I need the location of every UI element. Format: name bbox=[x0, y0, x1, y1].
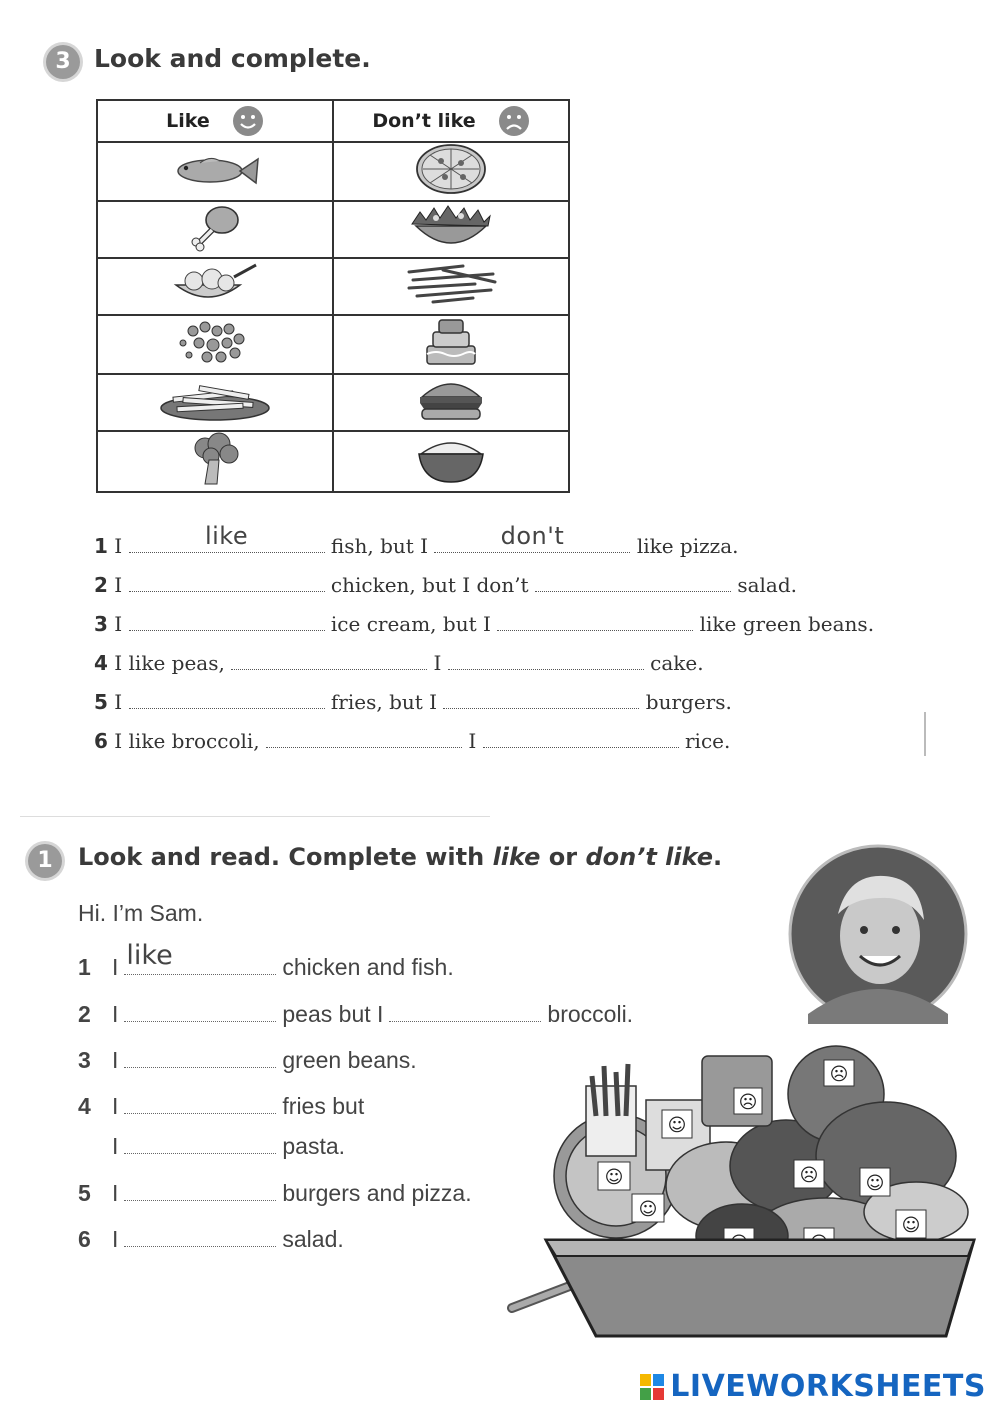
sentence-text: I like broccoli, bbox=[114, 729, 260, 753]
svg-text:☹: ☹ bbox=[738, 1092, 758, 1113]
exercise-1-number-badge: 1 bbox=[28, 844, 62, 878]
sentence-number: 1 bbox=[94, 534, 108, 558]
sentence-number: 6 bbox=[94, 729, 108, 753]
rice-cell bbox=[333, 431, 569, 492]
sentence-number: 5 bbox=[94, 690, 108, 714]
line-text: fries but bbox=[282, 1093, 365, 1119]
line-text: I bbox=[112, 1133, 119, 1159]
svg-text:☺: ☺ bbox=[667, 1115, 687, 1136]
liveworksheets-logo-icon bbox=[640, 1374, 664, 1400]
pizza-icon bbox=[415, 143, 487, 195]
answer-blank-4b[interactable] bbox=[448, 647, 644, 670]
exercise-1-title bbox=[78, 843, 722, 871]
handwritten-answer: like bbox=[126, 940, 173, 971]
line-number: 4 bbox=[78, 1093, 91, 1119]
sentence-number: 4 bbox=[94, 651, 108, 675]
line-number: 2 bbox=[78, 1001, 91, 1027]
ice-cream-icon bbox=[170, 261, 260, 307]
fries-plate-icon bbox=[159, 378, 271, 422]
answer-blank-e1-5[interactable] bbox=[124, 1176, 276, 1201]
line-number: 5 bbox=[78, 1180, 91, 1206]
sentence-text: ice cream, but I bbox=[330, 612, 491, 636]
answer-blank-e1-2a[interactable] bbox=[124, 997, 276, 1022]
fries-cell bbox=[97, 374, 333, 431]
peas-icon bbox=[175, 317, 255, 367]
exercise-3-sentence-6 bbox=[94, 725, 730, 753]
rice-bowl-icon bbox=[415, 434, 487, 484]
fish-cell bbox=[97, 142, 333, 201]
line-text: I bbox=[112, 1226, 119, 1252]
svg-text:☺: ☺ bbox=[638, 1199, 658, 1220]
exercise-3-sentence-2 bbox=[94, 569, 797, 597]
title-italic-like: like bbox=[492, 843, 541, 871]
handwritten-answer: don't bbox=[500, 522, 565, 550]
exercise-1-line-3 bbox=[78, 1043, 417, 1074]
answer-blank-6a[interactable] bbox=[266, 725, 462, 748]
smiley-face-icon bbox=[232, 105, 264, 137]
cake-cell bbox=[333, 315, 569, 374]
line-text: broccoli. bbox=[547, 1001, 634, 1027]
line-text: peas but I bbox=[282, 1001, 384, 1027]
exercise-3-sentence-3 bbox=[94, 608, 874, 636]
sentence-text: I bbox=[433, 651, 442, 675]
sentence-text: I bbox=[114, 573, 123, 597]
dont-like-header-label: Don’t like bbox=[372, 110, 476, 132]
line-number: 3 bbox=[78, 1047, 91, 1073]
ice-cream-cell bbox=[97, 258, 333, 315]
exercise-1-line-4 bbox=[78, 1089, 364, 1120]
title-text: . bbox=[713, 843, 723, 871]
exercise-3-title: Look and complete. bbox=[94, 44, 371, 73]
answer-blank-5b[interactable] bbox=[443, 686, 639, 709]
broccoli-cell bbox=[97, 431, 333, 492]
sentence-text: fries, but I bbox=[330, 690, 438, 714]
sentence-text: salad. bbox=[737, 573, 797, 597]
chicken-cell bbox=[97, 201, 333, 258]
sentence-number: 3 bbox=[94, 612, 108, 636]
title-text: or bbox=[540, 843, 586, 871]
green-beans-icon bbox=[403, 262, 499, 306]
line-text: I bbox=[112, 1180, 119, 1206]
line-text: I bbox=[112, 1001, 119, 1027]
answer-blank-2a[interactable] bbox=[129, 569, 325, 592]
answer-blank-e1-4b[interactable] bbox=[124, 1129, 276, 1154]
line-text: I bbox=[112, 1093, 119, 1119]
sentence-text: I bbox=[114, 612, 123, 636]
svg-text:☺: ☺ bbox=[865, 1173, 885, 1194]
sentence-text: like pizza. bbox=[636, 534, 739, 558]
sam-photo bbox=[788, 844, 968, 1024]
line-text: I bbox=[112, 954, 119, 980]
burger-cell bbox=[333, 374, 569, 431]
line-text: chicken and fish. bbox=[282, 954, 454, 980]
svg-text:☺: ☺ bbox=[901, 1215, 921, 1236]
answer-blank-e1-1[interactable] bbox=[124, 940, 276, 975]
sentence-text: fish, but I bbox=[330, 534, 429, 558]
salad-bowl-icon bbox=[406, 202, 496, 252]
title-italic-dont-like: don’t like bbox=[585, 843, 714, 871]
exercise-1-line-1 bbox=[78, 940, 454, 981]
like-column-header bbox=[97, 100, 333, 142]
salad-cell bbox=[333, 201, 569, 258]
broccoli-icon bbox=[187, 432, 243, 486]
liveworksheets-logo bbox=[640, 1369, 986, 1404]
line-text: pasta. bbox=[282, 1133, 346, 1159]
exercise-1-line-4b bbox=[78, 1129, 345, 1160]
line-number: 1 bbox=[78, 954, 91, 980]
sentence-number: 2 bbox=[94, 573, 108, 597]
burger-icon bbox=[416, 375, 486, 425]
sentence-text: rice. bbox=[685, 729, 731, 753]
handwritten-answer: like bbox=[204, 522, 249, 550]
exercise-3-number-badge: 3 bbox=[46, 45, 80, 79]
sad-face-icon bbox=[498, 105, 530, 137]
exercise-3-sentence-4 bbox=[94, 647, 704, 675]
sentence-text: I bbox=[468, 729, 477, 753]
sentence-text: cake. bbox=[650, 651, 704, 675]
svg-text:☺: ☺ bbox=[604, 1167, 624, 1188]
answer-blank-6b[interactable] bbox=[483, 725, 679, 748]
answer-blank-2b[interactable] bbox=[535, 569, 731, 592]
answer-blank-e1-2b[interactable] bbox=[389, 997, 541, 1022]
sentence-text: I bbox=[114, 534, 123, 558]
fish-icon bbox=[170, 149, 260, 189]
cake-icon bbox=[421, 316, 481, 368]
dont-like-column-header bbox=[333, 100, 569, 142]
peas-cell bbox=[97, 315, 333, 374]
logo-text: LIVEWORKSHEETS bbox=[670, 1369, 986, 1404]
like-header-label: Like bbox=[166, 110, 210, 132]
intro-text: Hi. I’m Sam. bbox=[78, 900, 204, 926]
title-text: Look and read. Complete with bbox=[78, 843, 493, 871]
sentence-text: I like peas, bbox=[114, 651, 225, 675]
scan-edge-line bbox=[924, 712, 926, 756]
pizza-cell bbox=[333, 142, 569, 201]
sentence-text: burgers. bbox=[645, 690, 732, 714]
sentence-text: like green beans. bbox=[699, 612, 875, 636]
answer-blank-3a[interactable] bbox=[129, 608, 325, 631]
answer-blank-1b[interactable] bbox=[434, 522, 630, 553]
chicken-leg-icon bbox=[180, 202, 250, 252]
sentence-text: I bbox=[114, 690, 123, 714]
answer-blank-e1-4a[interactable] bbox=[124, 1089, 276, 1114]
line-text: salad. bbox=[282, 1226, 344, 1252]
food-cart-illustration bbox=[506, 1036, 980, 1342]
exercise-1-line-5 bbox=[78, 1176, 472, 1207]
answer-blank-1a[interactable] bbox=[129, 522, 325, 553]
sentence-text: chicken, but I don’t bbox=[330, 573, 529, 597]
exercise-1-line-2 bbox=[78, 997, 633, 1028]
scan-divider-line bbox=[20, 816, 490, 817]
exercise-3-sentence-5 bbox=[94, 686, 732, 714]
svg-text:☹: ☹ bbox=[829, 1064, 849, 1085]
answer-blank-e1-6[interactable] bbox=[124, 1222, 276, 1247]
answer-blank-5a[interactable] bbox=[129, 686, 325, 709]
svg-text:☹: ☹ bbox=[799, 1165, 819, 1186]
line-text: I bbox=[112, 1047, 119, 1073]
exercise-3-sentence-1 bbox=[94, 522, 739, 558]
answer-blank-e1-3[interactable] bbox=[124, 1043, 276, 1068]
exercise-1-line-6 bbox=[78, 1222, 344, 1253]
answer-blank-3b[interactable] bbox=[497, 608, 693, 631]
like-dislike-table bbox=[96, 99, 570, 493]
line-number: 6 bbox=[78, 1226, 91, 1252]
green-beans-cell bbox=[333, 258, 569, 315]
line-text: green beans. bbox=[282, 1047, 417, 1073]
answer-blank-4a[interactable] bbox=[231, 647, 427, 670]
line-text: burgers and pizza. bbox=[282, 1180, 472, 1206]
